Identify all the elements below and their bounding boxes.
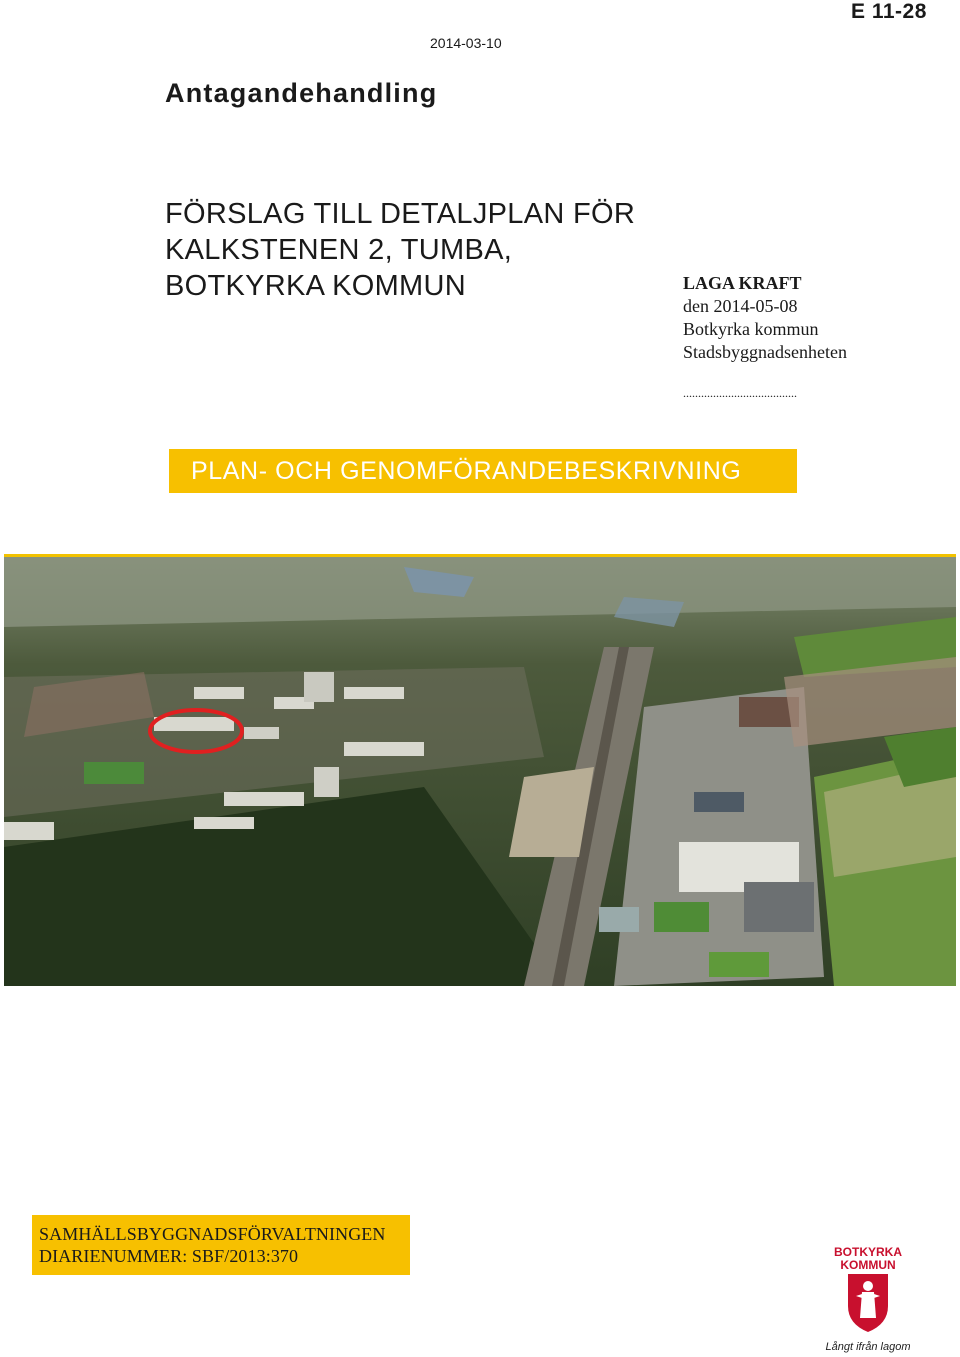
municipality-logo bbox=[818, 1246, 918, 1356]
legal-force-stamp bbox=[683, 272, 847, 405]
logo-name-line1: BOTKYRKA bbox=[834, 1245, 902, 1259]
logo-name-line2: KOMMUN bbox=[840, 1258, 896, 1272]
logo-slogan: Långt ifrån lagom bbox=[825, 1341, 911, 1353]
title-line: BOTKYRKA KOMMUN bbox=[165, 270, 466, 302]
title-line: FÖRSLAG TILL DETALJPLAN FÖR bbox=[165, 198, 636, 230]
document-reference: E 11-28 bbox=[851, 0, 927, 23]
title-line: KALKSTENEN 2, TUMBA, bbox=[165, 234, 513, 266]
aerial-photo-illustration bbox=[4, 557, 956, 986]
legal-force-org: Botkyrka kommun bbox=[683, 319, 819, 339]
document-date: 2014-03-10 bbox=[430, 35, 502, 51]
legal-force-date: den 2014-05-08 bbox=[683, 296, 798, 316]
diary-number: DIARIENUMMER: SBF/2013:370 bbox=[39, 1246, 299, 1266]
legal-force-heading: LAGA KRAFT bbox=[683, 273, 802, 293]
coat-of-arms-icon bbox=[818, 1272, 918, 1334]
legal-force-unit: Stadsbyggnadsenheten bbox=[683, 342, 847, 362]
aerial-photo bbox=[4, 554, 956, 986]
department-name: SAMHÄLLSBYGGNADSFÖRVALTNINGEN bbox=[39, 1224, 386, 1244]
document-title bbox=[165, 196, 635, 304]
document-type-banner: PLAN- OCH GENOMFÖRANDEBESKRIVNING bbox=[169, 449, 797, 493]
signature-line: ...................................... bbox=[683, 386, 797, 400]
document-status: Antagandehandling bbox=[165, 78, 438, 108]
footer-block bbox=[32, 1215, 410, 1275]
